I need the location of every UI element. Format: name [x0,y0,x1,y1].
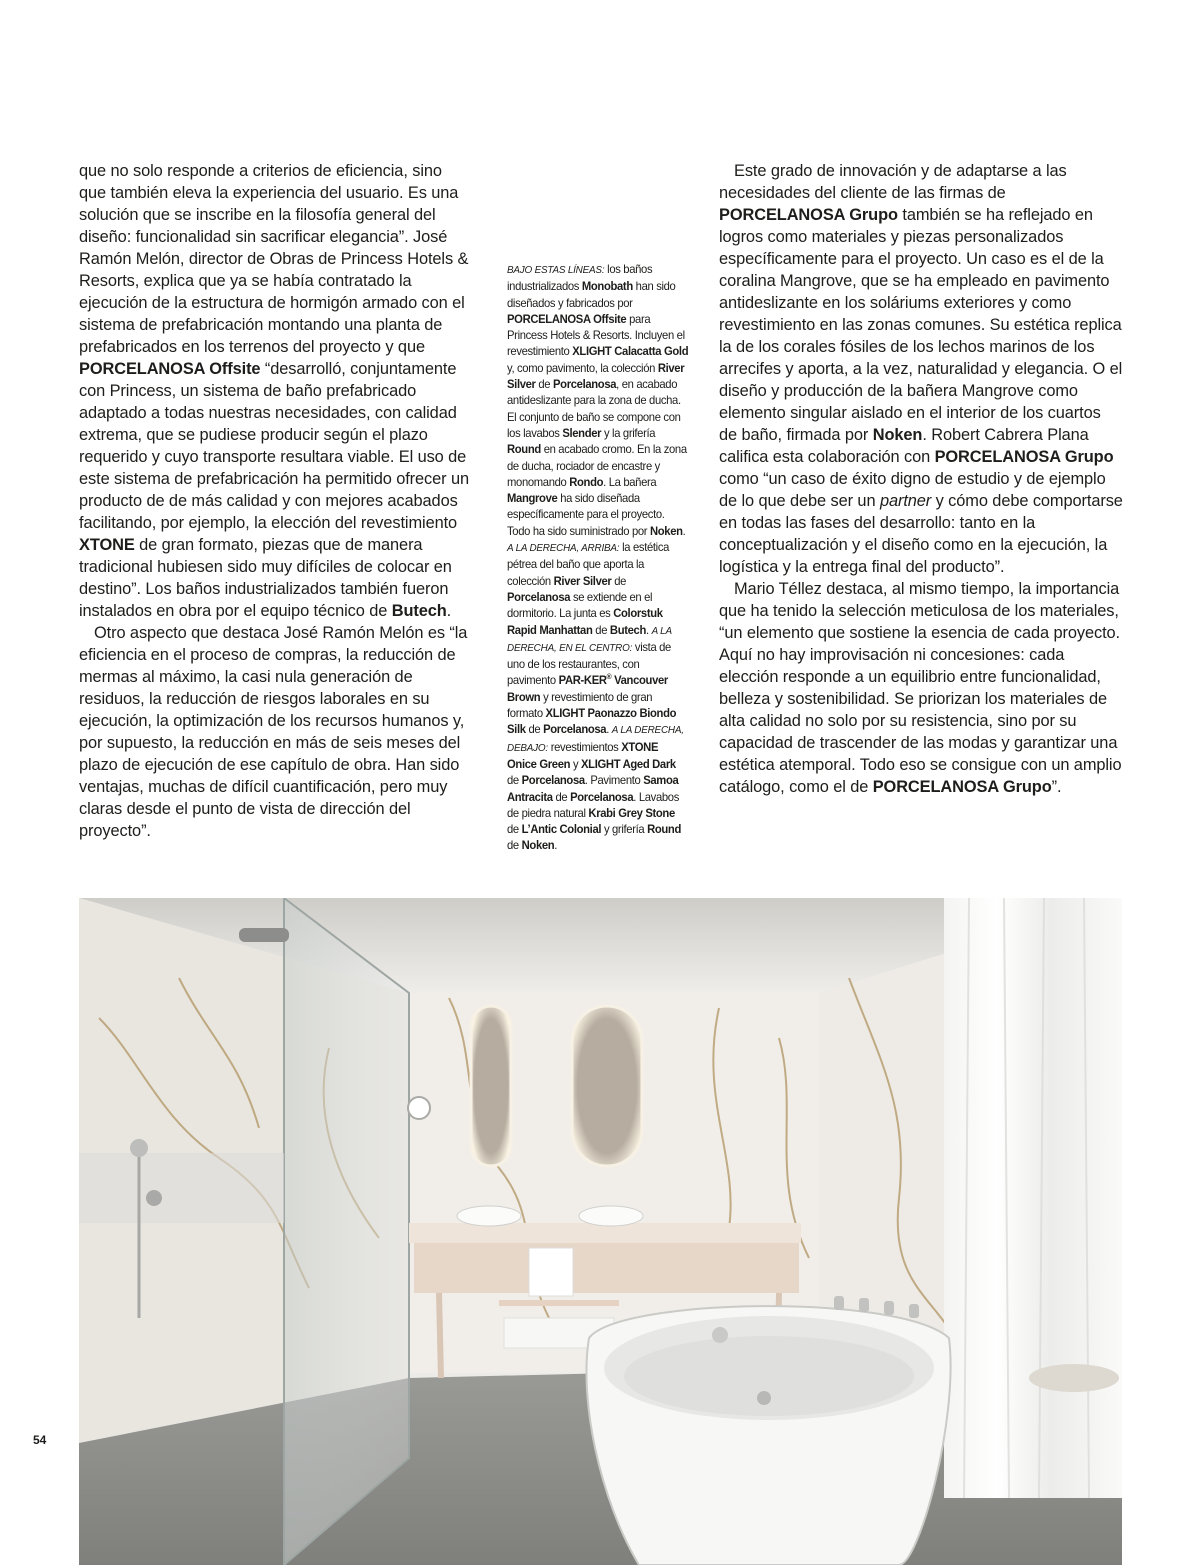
bold-run: Slender [562,426,602,440]
text-run: . Pavimento [584,774,644,788]
bold-run: PORCELANOSA Grupo [719,206,898,224]
text-run: y revestimiento de gran formato [507,690,653,721]
text-run: de [592,623,610,637]
text-run: de [611,574,627,588]
bold-run: Butech [391,602,447,620]
bold-run: Monobath [581,280,633,294]
bold-run: Samoa Antracita [507,774,679,804]
bold-run: Noken [521,839,555,853]
bold-run: L’Antic Colonial [521,823,602,837]
caption-lead: A LA DERECHA, ARRIBA: [507,543,620,555]
text-run: Este grado de innovación y de adaptarse a las necesidades del cliente de las firmas de [719,162,1067,202]
text-run: . [446,602,452,620]
text-run: para Princess Hotels & Resorts. Incluyen el revestimiento [507,312,685,359]
text-run: revestimientos [547,740,622,754]
bold-run: Vancouver Brown [507,674,668,704]
bold-run: Krabi Grey Stone [588,806,675,820]
caption-lead: A LA DERECHA, EN EL CENTRO: [507,625,672,654]
text-run: “desarrolló, conjuntamente con Princess, un sistema de baño prefabricado adaptado a todas nuestras necesidades, con calidad extrema, que se pudiese producir según el plazo requerido y cuyo transporte resultara viable. El uso de este sistema de prefabricación ha permitido ofrecer un producto de de más calidad y con mejores acabados facilitando, por ejemplo, la elección del revestimiento [79,360,470,532]
right-paragraph-1 [719,160,1123,578]
right-text-column [719,160,1123,798]
text-run: de [525,723,544,737]
bold-run: Mangrove [507,492,558,506]
bold-run: Colorstuk Rapid Manhattan [507,607,663,637]
bold-run: Round [647,823,681,837]
bold-run: Noken [649,524,683,538]
text-run: de gran formato, piezas que de manera tradicional hubiesen sido muy difíciles de colocar en destino”. Los baños industrializados también fueron instalados en obra por el equipo técnico de [79,536,452,620]
text-run: y cómo debe comportarse en todas las fases del desarrollo: tanto en la conceptualización y el diseño como en la ejecución, la logística y la entrega final del producto”. [719,492,1123,576]
text-run: en acabado cromo. En la zona de ducha, rociador de encastre y monomando [507,443,687,489]
bold-run: Porcelanosa [553,378,617,392]
text-run: de [507,774,522,788]
bold-run: PAR-KER [558,674,607,688]
text-run: también se ha reflejado en logros como materiales y piezas personalizados específicamente para el proyecto. Un caso es el de la coralina Mangrove, que se ha empleado en pavimento antideslizante en los soláriums exteriores y como revestimiento en las zonas comunes. Su estética replica la de los corales fósiles de los lechos marinos de los arrecifes y aporta, a la vez, naturalidad y elegancia. O el diseño y producción de la bañera Mangrove como elemento singular aislado en el interior de los cuartos de baño, firmada por [719,206,1123,444]
text-run: como “un caso de éxito digno de estudio y de ejemplo de lo que debe ser un [719,470,1106,510]
bold-run: Rondo [569,475,604,489]
left-text-column [79,160,471,842]
text-run: y la grifería [601,426,656,440]
left-paragraph-2 [79,622,471,842]
text-run: de [552,790,571,804]
text-run: que no solo responde a criterios de eficiencia, sino que también eleva la experiencia del usuario. Es una solución que se inscribe en la filosofía general del diseño: funcionalidad sin sacrificar elegancia”. José Ramón Melón, director de Obras de Princess Hotels & Resorts, explica que ya se había contratado la ejecución de la estructura de hormigón armado con el sistema de prefabricación montando una planta de prefabricados en los terrenos del proyecto y que [79,162,469,356]
photo-caption [507,262,689,855]
text-run: Mario Téllez destaca, al mismo tiempo, la importancia que ha tenido la selección meticulosa de los materiales, “un elemento que sostiene la esencia de cada proyecto. Aquí no hay improvisación ni concesiones: cada elección responde a un equilibrio entre funcionalidad, belleza y sostenibilidad. Se priorizan los materiales de alta calidad no solo por su resistencia, sino por su capacidad de trascender de las modas y garantizar una estética atemporal. Todo eso se consigue con un amplio catálogo, como el de [719,580,1122,796]
bold-run: River Silver [553,574,612,588]
text-run: y [570,757,582,771]
bold-run: PORCELANOSA Offsite [79,360,261,378]
bold-run: Porcelanosa [521,774,585,788]
italic-run: partner [879,492,932,510]
page-number: 54 [33,1433,47,1447]
text-run: y grifería [601,823,648,837]
bold-run: Porcelanosa [570,790,634,804]
text-run: ha sido diseñada específicamente para el proyecto. Todo ha sido suministrado por [507,492,665,538]
text-run: . La bañera [603,475,657,489]
text-run: han sido diseñados y fabricados por [507,280,676,310]
bold-run: XLIGHT Paonazzo Biondo Silk [507,707,677,737]
text-run: . [554,839,558,853]
bold-run: Noken [872,426,923,444]
bold-run: ® [606,674,612,682]
text-run: vista de uno de los restaurantes, con pavimento [507,640,671,688]
caption-lead: BAJO ESTAS LÍNEAS: [507,265,605,276]
right-paragraph-2 [719,578,1123,798]
bold-run: PORCELANOSA Grupo [934,448,1114,466]
bold-run: XTONE [79,536,135,554]
bold-run: PORCELANOSA Grupo [872,778,1052,796]
text-run: . [682,524,686,538]
text-run: , en acabado antideslizante para la zona de ducha. El conjunto de baño se compone con los lavabos [507,378,681,440]
bold-run: River Silver [507,361,685,392]
text-run: Otro aspecto que destaca José Ramón Melón es “la eficiencia en el proceso de compras, la reducción de mermas al máximo, la casi nula generación de residuos, la reducción de riesgos laborales en su ejecución, la optimización de los recursos humanos y, por supuesto, la reducción en más de seis meses del plazo de ejecución de ese capítulo de obra. Han sido ventajas, muchas de difícil cuantificación, pero muy claras desde el punto de vista de dirección del proyecto”. [79,624,468,840]
bold-run: Round [507,443,541,457]
text-run: de [535,378,554,392]
bold-run: XLIGHT Aged Dark [581,757,676,771]
text-run: y, como pavimento, la colección [507,361,658,375]
bold-run: XLIGHT Calacatta Gold [572,345,689,359]
text-run: los baños industrializados [507,263,653,294]
text-run: . [606,723,612,737]
bold-run: Butech [609,623,647,637]
bold-run: XTONE Onice Green [507,740,659,771]
bold-run: Porcelanosa [507,590,571,604]
bold-run: PORCELANOSA Offsite [507,312,627,326]
text-run: . Lavabos de piedra natural [507,790,679,820]
caption-text [507,262,689,855]
text-run: ”. [1051,778,1062,796]
text-run: . [646,623,652,637]
caption-lead: A LA DERECHA, DEBAJO: [507,725,684,754]
text-run: la estética pétrea del baño que aporta la colección [507,541,670,588]
bold-run: Porcelanosa [543,723,607,737]
bathroom-photo [79,898,1122,1565]
left-paragraph-1 [79,160,471,622]
text-run: de [507,823,522,837]
text-run: se extiende en el dormitorio. La junta es [507,590,653,621]
text-run: . Robert Cabrera Plana califica esta colaboración con [719,426,1089,466]
text-run: de [507,839,522,853]
